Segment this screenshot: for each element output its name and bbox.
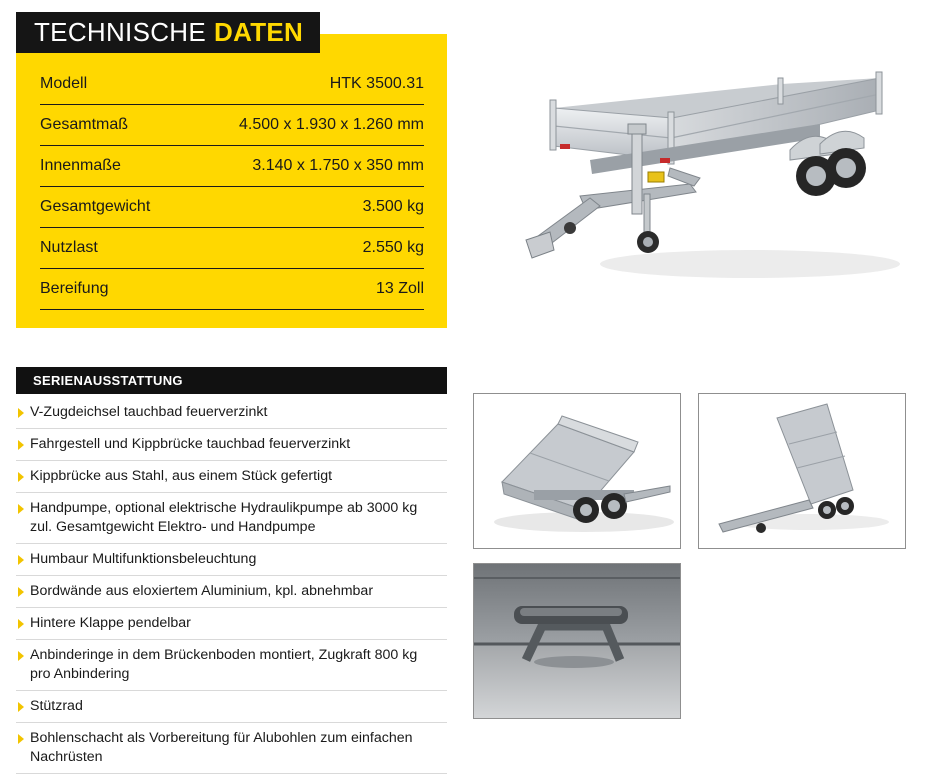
list-item	[16, 723, 447, 774]
yellow-triangle-bullet-icon	[18, 408, 24, 418]
list-item-text: Hintere Klappe pendelbar	[30, 615, 191, 631]
list-item-text: Stützrad	[30, 698, 83, 714]
list-item	[16, 493, 447, 544]
tie-down-ring-image	[474, 564, 680, 718]
spec-row-innenmasse	[40, 146, 424, 187]
spec-label: Nutzlast	[40, 239, 98, 256]
list-item-text: Handpumpe, optional elektrische Hydraulikpumpe ab 3000 kg zul. Gesamtgewicht Elektro- und Handpumpe	[30, 500, 418, 535]
standard-equipment-heading: SERIENAUSSTATTUNG	[16, 367, 447, 394]
technical-data-table	[40, 64, 424, 310]
yellow-triangle-bullet-icon	[18, 587, 24, 597]
yellow-triangle-bullet-icon	[18, 651, 24, 661]
list-item	[16, 691, 447, 723]
title-part-technische: TECHNISCHE	[34, 17, 207, 47]
list-item-text: Anbinderinge in dem Brückenboden montiert, Zugkraft 800 kg pro Anbindering	[30, 647, 418, 682]
spec-label: Gesamtmaß	[40, 116, 129, 133]
spec-row-gesamtgewicht	[40, 187, 424, 228]
list-item-text: V-Zugdeichsel tauchbad feuerverzinkt	[30, 404, 268, 420]
spec-row-nutzlast	[40, 228, 424, 269]
list-item	[16, 397, 447, 429]
title-part-daten: DATEN	[214, 17, 304, 47]
technical-data-title	[16, 12, 320, 53]
yellow-triangle-bullet-icon	[18, 555, 24, 565]
spec-row-gesamtmass	[40, 105, 424, 146]
list-item-text: Humbaur Multifunktionsbeleuchtung	[30, 551, 257, 567]
yellow-triangle-bullet-icon	[18, 440, 24, 450]
standard-equipment-list	[16, 397, 447, 774]
spec-value: 3.500 kg	[362, 198, 424, 215]
list-item-text: Bohlenschacht als Vorbereitung für Alubohlen zum einfachen Nachrüsten	[30, 730, 413, 765]
list-item-text: Kippbrücke aus Stahl, aus einem Stück gefertigt	[30, 468, 333, 484]
yellow-triangle-bullet-icon	[18, 472, 24, 482]
spec-label: Modell	[40, 75, 88, 92]
spec-row-modell	[40, 64, 424, 105]
yellow-triangle-bullet-icon	[18, 619, 24, 629]
spec-label: Bereifung	[40, 280, 109, 297]
thumbnail-tie-down-ring[interactable]	[473, 563, 681, 719]
list-item	[16, 544, 447, 576]
spec-value: 4.500 x 1.930 x 1.260 mm	[239, 116, 424, 133]
spec-label: Gesamtgewicht	[40, 198, 151, 215]
yellow-triangle-bullet-icon	[18, 702, 24, 712]
tipper-raised-image	[474, 394, 680, 548]
spec-value: 13 Zoll	[375, 280, 424, 297]
spec-label: Innenmaße	[40, 157, 121, 174]
thumbnail-tipper-side-raised[interactable]	[473, 393, 681, 549]
list-item	[16, 640, 447, 691]
yellow-triangle-bullet-icon	[18, 734, 24, 744]
spec-value: 2.550 kg	[362, 239, 424, 256]
list-item	[16, 461, 447, 493]
list-item-text: Fahrgestell und Kippbrücke tauchbad feuerverzinkt	[30, 436, 351, 452]
list-item	[16, 608, 447, 640]
list-item	[16, 576, 447, 608]
tipper-rear-raised-image	[699, 394, 905, 548]
spec-row-bereifung	[40, 269, 424, 310]
thumbnail-tipper-rear-raised[interactable]	[698, 393, 906, 549]
spec-value: HTK 3500.31	[329, 75, 424, 92]
yellow-triangle-bullet-icon	[18, 504, 24, 514]
spec-value: 3.140 x 1.750 x 350 mm	[252, 157, 424, 174]
trailer-main-image	[520, 64, 900, 304]
list-item	[16, 429, 447, 461]
list-item-text: Bordwände aus eloxiertem Aluminium, kpl. abnehmbar	[30, 583, 374, 599]
